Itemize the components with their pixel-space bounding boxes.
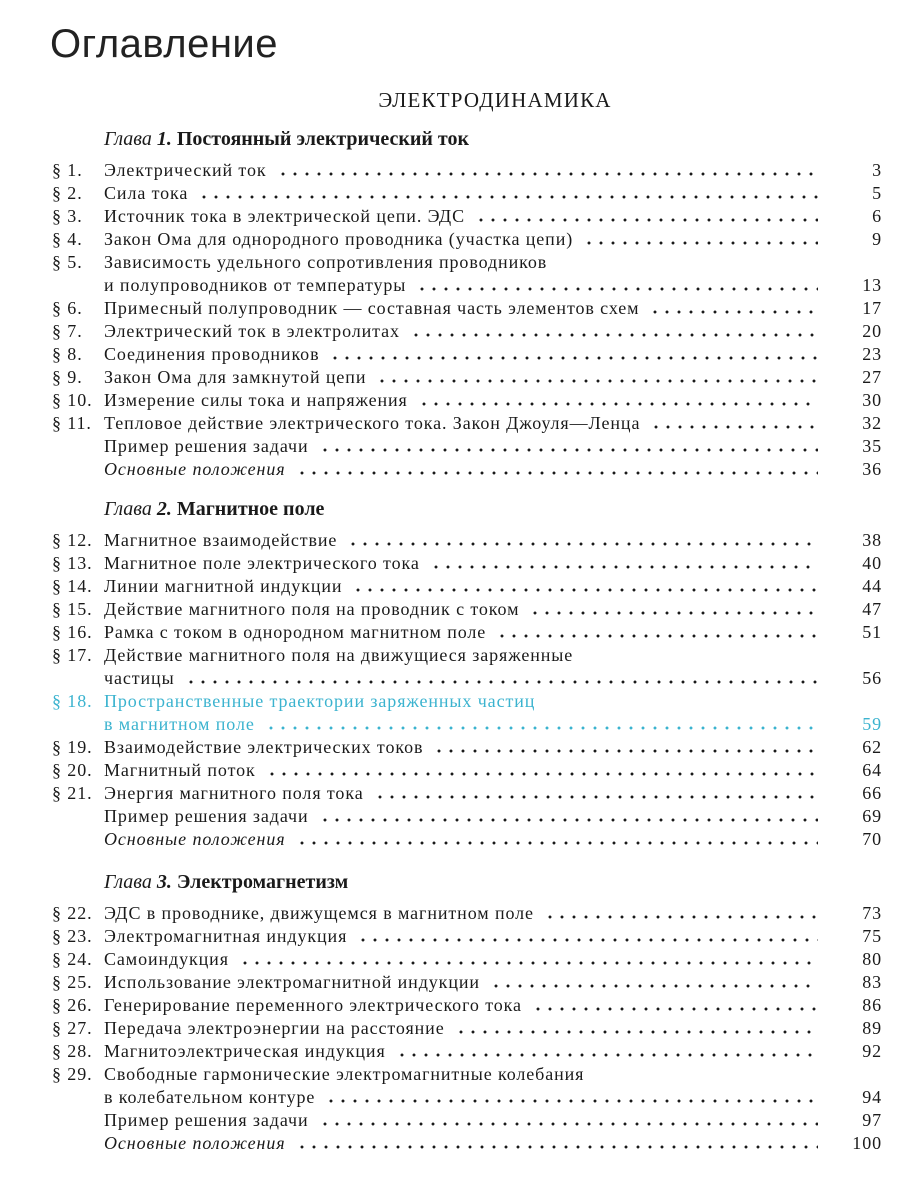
section-number: § 5. <box>52 252 83 272</box>
toc-entry[interactable] <box>0 182 900 205</box>
page-number: 92 <box>862 1041 882 1061</box>
toc-entry[interactable] <box>0 274 900 297</box>
dot-leader <box>198 195 818 199</box>
entry-title: Электрический ток <box>104 160 267 180</box>
toc-entry[interactable] <box>0 205 900 228</box>
entry-title: Пример решения задачи <box>104 436 309 456</box>
entry-title: Источник тока в электрической цепи. ЭДС <box>104 206 465 226</box>
page-number: 51 <box>862 622 882 642</box>
dot-leader <box>475 218 818 222</box>
dot-leader <box>532 1007 818 1011</box>
dot-leader <box>455 1030 818 1034</box>
page-number: 13 <box>862 275 882 295</box>
entry-title: Закон Ома для замкнутой цепи <box>104 367 367 387</box>
chapter-3-entries <box>0 902 900 1155</box>
page-number: 56 <box>862 668 882 688</box>
page-number: 38 <box>862 530 882 550</box>
page-number: 66 <box>862 783 882 803</box>
page-number: 83 <box>862 972 882 992</box>
dot-leader <box>544 915 818 919</box>
entry-title: Магнитоэлектрическая индукция <box>104 1041 386 1061</box>
entry-title: Основные положения <box>104 829 286 849</box>
chapter-heading-1 <box>104 128 469 151</box>
section-number: § 10. <box>52 390 93 410</box>
page-number: 40 <box>862 553 882 573</box>
chapter-name: Электромагнетизм <box>176 871 349 893</box>
page-number: 32 <box>862 413 882 433</box>
toc-entry[interactable] <box>0 759 900 782</box>
chapter-name: Постоянный электрический ток <box>176 128 469 150</box>
section-number: § 19. <box>52 737 93 757</box>
page-number: 97 <box>862 1110 882 1130</box>
entry-title: Основные положения <box>104 459 286 479</box>
toc-entry[interactable] <box>0 159 900 182</box>
dot-leader <box>329 356 818 360</box>
toc-entry-continuation <box>0 251 900 274</box>
dot-leader <box>239 961 818 965</box>
toc-entry[interactable] <box>0 1017 900 1040</box>
toc-entry[interactable] <box>0 228 900 251</box>
page-number: 20 <box>862 321 882 341</box>
page-number: 73 <box>862 903 882 923</box>
entry-title: Зависимость удельного сопротивления проводников <box>104 252 548 272</box>
toc-entry-continuation <box>0 644 900 667</box>
section-number: § 24. <box>52 949 93 969</box>
section-number: § 14. <box>52 576 93 596</box>
entry-title: Магнитный поток <box>104 760 256 780</box>
entry-title: Энергия магнитного поля тока <box>104 783 364 803</box>
entry-title: Свободные гармонические электромагнитные колебания <box>104 1064 585 1084</box>
toc-entry[interactable] <box>0 1040 900 1063</box>
dot-leader <box>490 984 818 988</box>
toc-entry[interactable] <box>0 320 900 343</box>
dot-leader <box>319 818 818 822</box>
page-number: 36 <box>862 459 882 479</box>
page-number: 23 <box>862 344 882 364</box>
entry-title: Действие магнитного поля на проводник с током <box>104 599 520 619</box>
dot-leader <box>296 841 818 845</box>
chapter-heading-2 <box>104 498 324 521</box>
toc-entry-continuation <box>0 690 900 713</box>
page-number: 70 <box>862 829 882 849</box>
entry-title: Рамка с током в однородном магнитном поле <box>104 622 487 642</box>
toc-entry[interactable] <box>0 805 900 828</box>
toc-entry[interactable] <box>0 297 900 320</box>
section-number: § 13. <box>52 553 93 573</box>
dot-leader <box>496 634 818 638</box>
toc-entry[interactable] <box>0 1132 900 1155</box>
entry-title: Пространственные траектории заряженных частиц <box>104 691 536 711</box>
toc-entry[interactable] <box>0 529 900 552</box>
section-number: § 22. <box>52 903 93 923</box>
section-number: § 21. <box>52 783 93 803</box>
toc-entry[interactable] <box>0 458 900 481</box>
chapter-number: 2. <box>156 498 172 520</box>
toc-entry[interactable] <box>0 782 900 805</box>
dot-leader <box>416 287 818 291</box>
entry-title: в колебательном контуре <box>104 1087 316 1107</box>
section-number: § 20. <box>52 760 93 780</box>
section-number: § 9. <box>52 367 83 387</box>
dot-leader <box>347 542 818 546</box>
toc-entry[interactable] <box>0 598 900 621</box>
page-number: 47 <box>862 599 882 619</box>
entry-title: Использование электромагнитной индукции <box>104 972 480 992</box>
toc-entry[interactable] <box>0 902 900 925</box>
toc-entry[interactable] <box>0 994 900 1017</box>
toc-entry[interactable] <box>0 713 900 736</box>
entry-title: и полупроводников от температуры <box>104 275 407 295</box>
page-number: 75 <box>862 926 882 946</box>
page-number: 17 <box>862 298 882 318</box>
dot-leader <box>185 680 818 684</box>
toc-entry[interactable] <box>0 389 900 412</box>
chapter-label: Глава <box>104 128 157 150</box>
page-number: 3 <box>872 160 882 180</box>
page-number: 5 <box>872 183 882 203</box>
entry-title: Самоиндукция <box>104 949 229 969</box>
section-number: § 26. <box>52 995 93 1015</box>
section-number: § 17. <box>52 645 93 665</box>
dot-leader <box>529 611 818 615</box>
page-number: 44 <box>862 576 882 596</box>
section-number: § 7. <box>52 321 83 341</box>
dot-leader <box>396 1053 818 1057</box>
page-title: Оглавление <box>50 22 279 66</box>
section-number: § 4. <box>52 229 83 249</box>
section-number: § 1. <box>52 160 83 180</box>
entry-title: Действие магнитного поля на движущиеся заряженные <box>104 645 574 665</box>
toc-entry[interactable] <box>0 343 900 366</box>
section-number: § 28. <box>52 1041 93 1061</box>
dot-leader <box>583 241 818 245</box>
chapter-number: 1. <box>156 128 172 150</box>
entry-title: Примесный полупроводник — составная часть элементов схем <box>104 298 640 318</box>
dot-leader <box>433 749 818 753</box>
dot-leader <box>325 1099 818 1103</box>
entry-title: Пример решения задачи <box>104 1110 309 1130</box>
toc-entry[interactable] <box>0 667 900 690</box>
entry-title: Магнитное взаимодействие <box>104 530 338 550</box>
section-number: § 16. <box>52 622 93 642</box>
page-number: 89 <box>862 1018 882 1038</box>
entry-title: Соединения проводников <box>104 344 320 364</box>
entry-title: Тепловое действие электрического тока. Закон Джоуля—Ленца <box>104 413 641 433</box>
entry-title: ЭДС в проводнике, движущемся в магнитном поле <box>104 903 534 923</box>
dot-leader <box>357 938 818 942</box>
toc-entry[interactable] <box>0 412 900 435</box>
entry-title: Закон Ома для однородного проводника (участка цепи) <box>104 229 574 249</box>
toc-entry[interactable] <box>0 621 900 644</box>
page-number: 6 <box>872 206 882 226</box>
page-number: 94 <box>862 1087 882 1107</box>
dot-leader <box>319 1122 818 1126</box>
entry-title: Основные положения <box>104 1133 286 1153</box>
page-number: 86 <box>862 995 882 1015</box>
toc-entry[interactable] <box>0 435 900 458</box>
toc-entry[interactable] <box>0 828 900 851</box>
dot-leader <box>265 726 818 730</box>
dot-leader <box>410 333 818 337</box>
section-number: § 2. <box>52 183 83 203</box>
dot-leader <box>650 425 818 429</box>
page-number: 35 <box>862 436 882 456</box>
dot-leader <box>319 448 818 452</box>
dot-leader <box>376 379 818 383</box>
entry-title: Генерирование переменного электрического тока <box>104 995 522 1015</box>
section-number: § 15. <box>52 599 93 619</box>
entry-title: Электромагнитная индукция <box>104 926 348 946</box>
chapter-label: Глава <box>104 498 157 520</box>
toc-entry[interactable] <box>0 971 900 994</box>
section-number: § 25. <box>52 972 93 992</box>
entry-title: Передача электроэнергии на расстояние <box>104 1018 445 1038</box>
page-number: 64 <box>862 760 882 780</box>
page-number: 9 <box>872 229 882 249</box>
entry-title: Пример решения задачи <box>104 806 309 826</box>
toc-entry[interactable] <box>0 575 900 598</box>
entry-title: Линии магнитной индукции <box>104 576 343 596</box>
entry-title: Магнитное поле электрического тока <box>104 553 420 573</box>
page-number: 30 <box>862 390 882 410</box>
dot-leader <box>277 172 818 176</box>
dot-leader <box>266 772 818 776</box>
section-number: § 12. <box>52 530 93 550</box>
entry-title: Сила тока <box>104 183 189 203</box>
dot-leader <box>418 402 818 406</box>
chapter-name: Магнитное поле <box>176 498 325 520</box>
toc-entry[interactable] <box>0 948 900 971</box>
toc-entry[interactable] <box>0 925 900 948</box>
chapter-1-entries <box>0 159 900 481</box>
page-number: 80 <box>862 949 882 969</box>
page-number: 62 <box>862 737 882 757</box>
section-number: § 29. <box>52 1064 93 1084</box>
section-number: § 27. <box>52 1018 93 1038</box>
chapter-heading-3 <box>104 871 348 894</box>
dot-leader <box>352 588 818 592</box>
section-number: § 23. <box>52 926 93 946</box>
section-heading: ЭЛЕКТРОДИНАМИКА <box>378 88 612 112</box>
toc-entry[interactable] <box>0 736 900 759</box>
dot-leader <box>374 795 818 799</box>
page-number: 27 <box>862 367 882 387</box>
page-number: 100 <box>852 1133 882 1153</box>
section-number: § 3. <box>52 206 83 226</box>
page-number: 69 <box>862 806 882 826</box>
dot-leader <box>649 310 818 314</box>
entry-title: Взаимодействие электрических токов <box>104 737 424 757</box>
section-number: § 11. <box>52 413 92 433</box>
chapter-2-entries <box>0 529 900 851</box>
section-number: § 6. <box>52 298 83 318</box>
toc-entry[interactable] <box>0 1086 900 1109</box>
toc-entry-continuation <box>0 1063 900 1086</box>
page-number: 59 <box>862 714 882 734</box>
chapter-label: Глава <box>104 871 157 893</box>
toc-entry[interactable] <box>0 1109 900 1132</box>
entry-title: Электрический ток в электролитах <box>104 321 400 341</box>
dot-leader <box>430 565 818 569</box>
section-number: § 8. <box>52 344 83 364</box>
entry-title: Измерение силы тока и напряжения <box>104 390 408 410</box>
section-number: § 18. <box>52 691 93 711</box>
entry-title: в магнитном поле <box>104 714 255 734</box>
toc-entry[interactable] <box>0 552 900 575</box>
dot-leader <box>296 1145 818 1149</box>
chapter-number: 3. <box>156 871 172 893</box>
dot-leader <box>296 471 818 475</box>
entry-title: частицы <box>104 668 175 688</box>
toc-entry[interactable] <box>0 366 900 389</box>
